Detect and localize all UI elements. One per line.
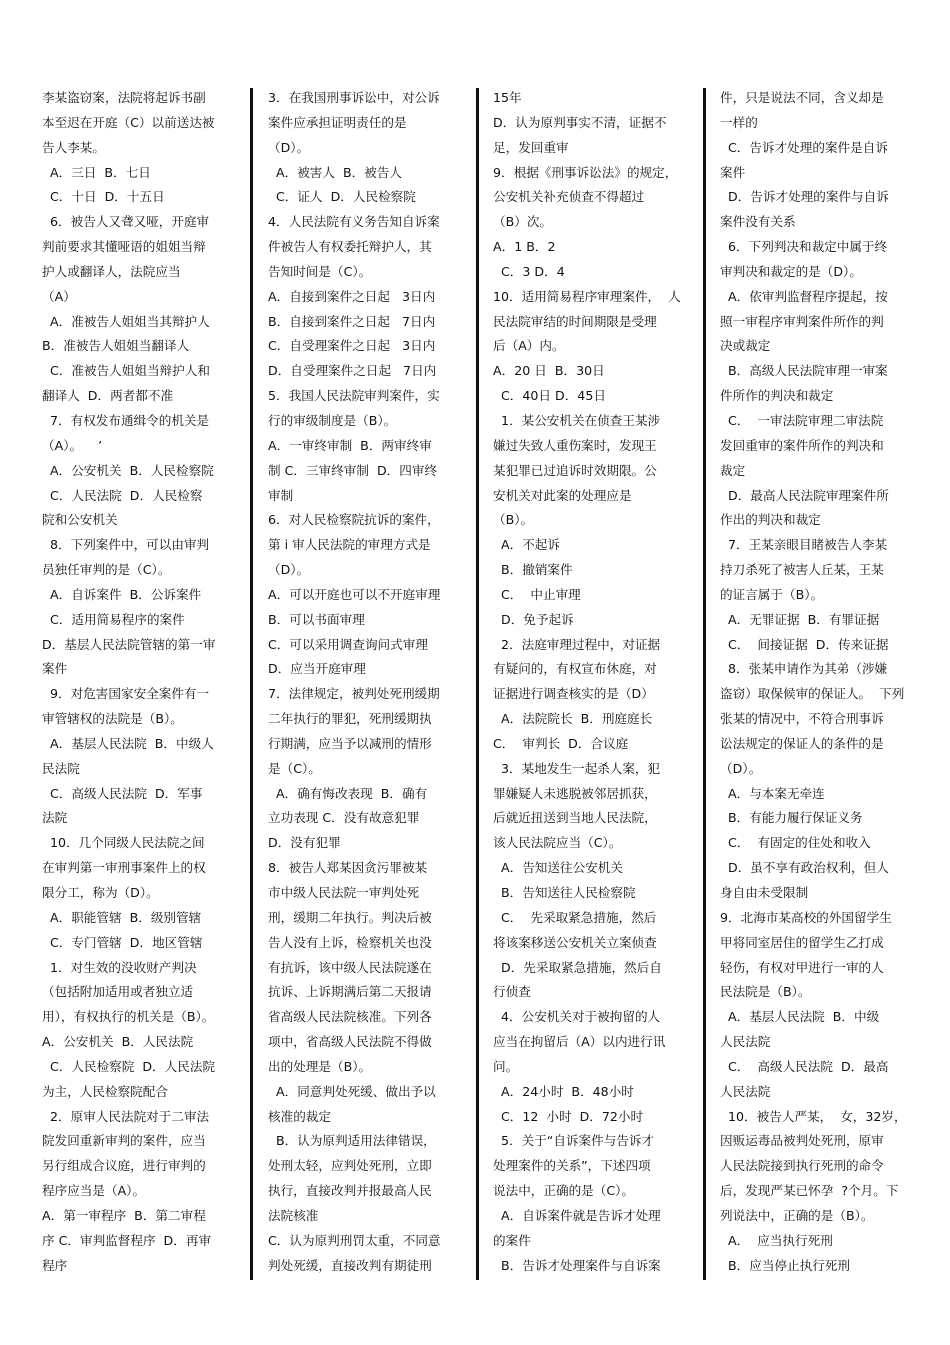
- text-line: 甲将同室居住的留学生乙打成: [720, 934, 884, 950]
- text-line: （D）。: [720, 760, 762, 776]
- text-line: D．最高人民法院审理案件所: [720, 487, 889, 503]
- text-line: 足，发回重审: [493, 139, 569, 155]
- text-line: 件所作的判决和裁定: [720, 388, 834, 404]
- text-line: C．高级人民法院 D．军事: [42, 785, 203, 801]
- text-line: 将该案移送公安机关立案侦查: [493, 934, 657, 950]
- text-line: A．与本案无牵连: [720, 785, 825, 801]
- text-line: D．先采取紧急措施，然后自: [493, 959, 662, 975]
- text-line: B．可以书面审理: [268, 611, 365, 627]
- text-column-1: [42, 86, 240, 1279]
- text-line: B．应当停止执行死刑: [720, 1257, 850, 1273]
- text-line: A．被害人 B．被告人: [268, 164, 403, 180]
- text-line: A．法院院长 B．刑庭庭长: [493, 711, 653, 727]
- text-line: 9．根据《刑事诉讼法》的规定，: [493, 164, 678, 180]
- text-line: 罪嫌疑人未逃脱被邻居抓获，: [493, 785, 657, 801]
- text-line: A．24小时 B．48小时: [493, 1083, 634, 1099]
- text-line: C． 高级人民法院 D．最高: [720, 1058, 889, 1074]
- text-line: A．依审判监督程序提起，按: [720, 288, 888, 304]
- text-line: 发回重审的案件所作的判决和: [720, 437, 884, 453]
- text-line: 程序: [42, 1257, 68, 1273]
- text-line: D．免予起诉: [493, 611, 574, 627]
- text-line: 执行，直接改判并报最高人民: [268, 1183, 432, 1199]
- text-line: C．人民法院 D．人民检察: [42, 487, 203, 503]
- text-line: 1．某公安机关在侦查王某涉: [493, 412, 661, 428]
- text-line: A．可以开庭也可以不开庭审理: [268, 586, 441, 602]
- text-line: 法院: [42, 810, 68, 826]
- text-line: C． 审判长 D．合议庭: [493, 735, 629, 751]
- text-line: 公安机关补充侦查不得超过: [493, 189, 645, 205]
- text-line: 在审判第一审刑事案件上的权: [42, 860, 206, 876]
- text-line: 翻译人 D．两者都不准: [42, 388, 174, 404]
- text-line: 有抗诉，该中级人民法院遂在: [268, 959, 432, 975]
- text-line: 9．北海市某高校的外国留学生: [720, 909, 892, 925]
- text-line: A．基层人民法院 B．中级人: [42, 735, 214, 751]
- text-line: 3．某地发生一起杀人案，犯: [493, 760, 661, 776]
- text-line: 审管辖权的法院是（B）。: [42, 711, 183, 727]
- text-line: D．基层人民法院管辖的第一审: [42, 636, 216, 652]
- text-line: B．自接到案件之日起 7日内: [268, 313, 436, 329]
- text-column-4: [720, 86, 916, 1279]
- text-line: 制 C．三审终审制 D．四审终: [268, 462, 438, 478]
- text-line: 为主，人民检察院配合: [42, 1083, 168, 1099]
- text-line: 5．关于“自诉案件与告诉才: [493, 1133, 655, 1149]
- text-line: A．第一审程序 B．第二审程: [42, 1207, 206, 1223]
- text-line: B．告知送往人民检察院: [493, 885, 636, 900]
- text-line: D．认为原判事实不清，证据不: [493, 114, 667, 130]
- text-line: D．自受理案件之日起 7日内: [268, 363, 437, 379]
- text-line: C．十日 D．十五日: [42, 189, 165, 205]
- text-line: C．自受理案件之日起 3日内: [268, 338, 436, 354]
- text-line: 3．在我国刑事诉讼中，对公诉: [268, 90, 440, 105]
- text-line: A．三日 B．七日: [42, 164, 151, 180]
- text-line: D．应当开庭审理: [268, 661, 366, 677]
- text-line: C．告诉才处理的案件是自诉: [720, 139, 888, 155]
- text-line: 告人李某。: [42, 139, 105, 155]
- text-line: 6．对人民检察院抗诉的案件，: [268, 512, 440, 528]
- text-line: 讼法规定的保证人的条件的是: [720, 735, 884, 751]
- column-divider: [250, 88, 253, 1280]
- text-line: 张某的情况中，不符合刑事诉: [720, 711, 884, 727]
- text-line: （D）。: [268, 562, 310, 578]
- text-line: 判处死缓，直接改判有期徒刑: [268, 1257, 432, 1273]
- text-line: （D）。: [268, 139, 310, 155]
- text-line: 后就近扭送到当地人民法院，: [493, 810, 657, 826]
- text-line: 抗诉、上诉期满后第二天报请: [268, 984, 432, 1000]
- text-line: C． 间接证据 D．传来证据: [720, 636, 889, 652]
- text-line: 出的处理是（B）。: [268, 1058, 372, 1074]
- text-line: 行期满，应当予以减刑的情形: [268, 735, 432, 751]
- text-line: C．认为原判刑罚太重，不同意: [268, 1232, 441, 1248]
- text-line: 轻伤，有权对甲进行一审的人: [720, 959, 884, 975]
- text-line: A． 应当执行死刑: [720, 1232, 833, 1248]
- text-line: 员独任审判的是（C）。: [42, 562, 171, 578]
- text-line: 10．被告人严某， 女，32岁，: [720, 1108, 907, 1124]
- text-line: 后（A）内。: [493, 338, 565, 354]
- text-line: D．没有犯罪: [268, 835, 341, 851]
- text-line: 处刑太轻，应判处死刑，立即: [268, 1158, 432, 1174]
- text-line: 问。: [493, 1058, 519, 1074]
- text-line: A．不起诉: [493, 537, 560, 553]
- text-line: 应当在拘留后（A）以内进行讯: [493, 1034, 666, 1050]
- text-line: A．自诉案件就是告诉才处理: [493, 1207, 661, 1223]
- text-line: A．无罪证据 B．有罪证据: [720, 611, 880, 627]
- text-line: （A）。 ’: [42, 437, 103, 453]
- text-line: 本至迟在开庭（C）以前送达被: [42, 114, 215, 130]
- text-line: 的案件: [493, 1232, 531, 1248]
- text-line: 5．我国人民法院审判案件，实: [268, 388, 440, 404]
- text-line: 持刀杀死了被害人丘某，王某: [720, 562, 884, 578]
- text-column-3: [493, 86, 689, 1279]
- text-line: A．基层人民法院 B．中级: [720, 1009, 880, 1025]
- text-line: 院发回重新审判的案件，应当: [42, 1133, 206, 1149]
- text-line: 行侦查: [493, 984, 531, 1000]
- text-line: 1．对生效的没收财产判决: [42, 959, 197, 975]
- text-line: 李某盗窃案，法院将起诉书副: [42, 90, 206, 105]
- text-line: （A）: [42, 288, 76, 304]
- text-line: 7．法律规定，被判处死刑缓期: [268, 686, 440, 702]
- text-line: 案件没有关系: [720, 214, 796, 230]
- text-line: 的证言属于（B）。: [720, 586, 824, 602]
- text-line: 案件: [720, 164, 746, 180]
- text-line: 10．几个同级人民法院之间: [42, 835, 205, 851]
- text-line: 另行组成合议庭，进行审判的: [42, 1158, 206, 1174]
- text-line: 省高级人民法院核准。下列各: [268, 1009, 432, 1025]
- text-line: 核准的裁定: [268, 1108, 331, 1124]
- text-line: B．告诉才处理案件与自诉案: [493, 1257, 661, 1273]
- text-line: 二年执行的罪犯，死刑缓期执: [268, 711, 432, 727]
- text-line: 6．被告人又聋又哑，开庭审: [42, 214, 210, 230]
- text-line: 列说法中，正确的是（B）。: [720, 1207, 874, 1223]
- text-line: B．有能力履行保证义务: [720, 810, 863, 826]
- text-line: 判前要求其懂哑语的姐姐当辩: [42, 239, 206, 255]
- text-line: A．20 日 B．30日: [493, 363, 605, 379]
- text-line: A．准被告人姐姐当其辩护人: [42, 313, 210, 329]
- text-line: 作出的判决和裁定: [720, 512, 821, 528]
- text-line: 刑，缓期二年执行。判决后被: [268, 909, 432, 925]
- text-line: 4．人民法院有义务告知自诉案: [268, 214, 440, 230]
- text-line: 因贩运毒品被判处死刑，原审: [720, 1133, 884, 1149]
- text-line: C．专门管辖 D．地区管辖: [42, 934, 203, 950]
- text-line: 照一审程序审判案件所作的判: [720, 313, 884, 329]
- text-line: 7．王某亲眼目睹被告人李某: [720, 537, 888, 553]
- text-line: 立功表现 C．没有故意犯罪: [268, 810, 420, 826]
- text-line: 2．原审人民法院对于二审法: [42, 1108, 210, 1124]
- text-line: 行的审级制度是（B）。: [268, 412, 397, 428]
- text-line: 裁定: [720, 462, 746, 478]
- text-line: A．一审终审制 B．两审终审: [268, 437, 432, 453]
- text-line: B．撤销案件: [493, 562, 573, 578]
- text-line: A．1 B．2: [493, 239, 556, 255]
- text-line: 序 C．审判监督程序 D．再审: [42, 1232, 212, 1248]
- text-line: C．12 小时 D．72小时: [493, 1108, 644, 1124]
- column-divider: [703, 88, 706, 1280]
- text-line: 证据进行调查核实的是（D）: [493, 686, 654, 702]
- text-line: 审制: [268, 487, 294, 503]
- text-line: 人民法院: [720, 1083, 771, 1099]
- text-line: 说法中，正确的是（C）。: [493, 1183, 635, 1199]
- text-line: 7．有权发布通缉令的机关是: [42, 412, 210, 428]
- text-line: 后，发现严某已怀孕 ?个月。下: [720, 1183, 899, 1199]
- text-line: A．自诉案件 B．公诉案件: [42, 586, 202, 602]
- text-line: （B）次。: [493, 214, 553, 230]
- text-line: C．证人 D．人民检察院: [268, 189, 416, 205]
- text-line: 4．公安机关对于被拘留的人: [493, 1009, 661, 1025]
- text-column-2: [268, 86, 464, 1279]
- text-line: 院和公安机关: [42, 512, 118, 528]
- text-line: 人民法院: [720, 1034, 771, 1050]
- text-line: 是（C）。: [268, 760, 321, 776]
- text-line: C．40日 D．45日: [493, 388, 606, 404]
- text-line: 8．下列案件中，可以由审判: [42, 537, 210, 553]
- text-line: C．适用简易程序的案件: [42, 611, 185, 627]
- text-line: 15年: [493, 90, 522, 105]
- text-line: 8．被告人郑某因贪污罪被某: [268, 860, 428, 876]
- text-line: A．确有悔改表现 B．确有: [268, 785, 428, 801]
- text-line: 案件应承担证明责任的是: [268, 114, 407, 130]
- text-line: 民法院审结的时间期限是受理: [493, 313, 657, 329]
- text-line: C． 中止审理: [493, 586, 581, 602]
- text-line: 6．下列判决和裁定中属于终: [720, 239, 888, 255]
- text-line: 限分工，称为（D）。: [42, 885, 159, 900]
- text-line: 护人或翻译人，法院应当: [42, 263, 181, 279]
- text-line: 嫌过失致人重伤案时，发现王: [493, 437, 657, 453]
- text-line: 决或裁定: [720, 338, 771, 354]
- text-line: 8．张某申请作为其弟（涉嫌: [720, 661, 888, 677]
- text-line: 民法院是（B）。: [720, 984, 811, 1000]
- text-line: B．高级人民法院审理一审案: [720, 363, 888, 379]
- text-line: 市中级人民法院一审判处死: [268, 885, 420, 900]
- text-line: C． 有固定的住处和收入: [720, 835, 871, 851]
- text-line: D．告诉才处理的案件与自诉: [720, 189, 889, 205]
- text-line: A．职能管辖 B．级别管辖: [42, 909, 202, 925]
- column-divider: [476, 88, 479, 1280]
- text-line: 人民法院接到执行死刑的命令: [720, 1158, 884, 1174]
- text-line: 一样的: [720, 114, 758, 130]
- text-line: C． 一审法院审理二审法院: [720, 412, 884, 428]
- text-line: A．告知送往公安机关: [493, 860, 623, 876]
- text-line: 件被告人有权委托辩护人，其: [268, 239, 432, 255]
- text-line: 安机关对此案的处理应是: [493, 487, 632, 503]
- text-line: D．虽不享有政治权利，但人: [720, 860, 889, 876]
- text-line: C．准被告人姐姐当辩护人和: [42, 363, 210, 379]
- text-line: 盗窃）取保候审的保证人。 下列: [720, 686, 905, 702]
- text-line: 有疑问的，有权宣布休庭，对: [493, 661, 657, 677]
- text-line: 件，只是说法不同，含义却是: [720, 90, 884, 105]
- text-line: B．准被告人姐姐当翻译人: [42, 338, 190, 354]
- text-line: 程序应当是（A）。: [42, 1183, 146, 1199]
- text-line: 告知时间是（C）。: [268, 263, 372, 279]
- text-line: （B）。: [493, 512, 534, 528]
- text-line: 10．适用简易程序审理案件， 人: [493, 288, 681, 304]
- text-line: 法院核准: [268, 1207, 319, 1223]
- text-line: 处理案件的关系”，下述四项: [493, 1158, 651, 1174]
- text-line: 项中，省高级人民法院不得做: [268, 1034, 432, 1050]
- text-line: 告人没有上诉，检察机关也没: [268, 934, 432, 950]
- text-line: A．自接到案件之日起 3日内: [268, 288, 436, 304]
- text-line: C．可以采用调查询问式审理: [268, 636, 428, 652]
- text-line: 身自由未受限制: [720, 885, 809, 900]
- text-line: 民法院: [42, 760, 80, 776]
- text-line: 用），有权执行的机关是（B）。: [42, 1009, 215, 1025]
- text-line: 第 i 审人民法院的审理方式是: [268, 537, 431, 553]
- text-line: 该人民法院应当（C）。: [493, 835, 622, 851]
- text-line: 2．法庭审理过程中，对证据: [493, 636, 661, 652]
- text-line: A．同意判处死缓、做出予以: [268, 1083, 436, 1099]
- text-line: B．认为原判适用法律错误，: [268, 1133, 436, 1149]
- text-line: C．3 D．4: [493, 263, 565, 279]
- text-line: C． 先采取紧急措施，然后: [493, 909, 657, 925]
- text-line: 9．对危害国家安全案件有一: [42, 686, 210, 702]
- text-line: （包括附加适用或者独立适: [42, 984, 194, 1000]
- text-line: 审判决和裁定的是（D）。: [720, 263, 862, 279]
- text-line: 案件: [42, 661, 68, 677]
- text-line: A．公安机关 B．人民法院: [42, 1034, 194, 1050]
- text-line: C．人民检察院 D．人民法院: [42, 1058, 216, 1074]
- text-line: 某犯罪已过追诉时效期限。公: [493, 462, 657, 478]
- text-line: A．公安机关 B．人民检察院: [42, 462, 214, 478]
